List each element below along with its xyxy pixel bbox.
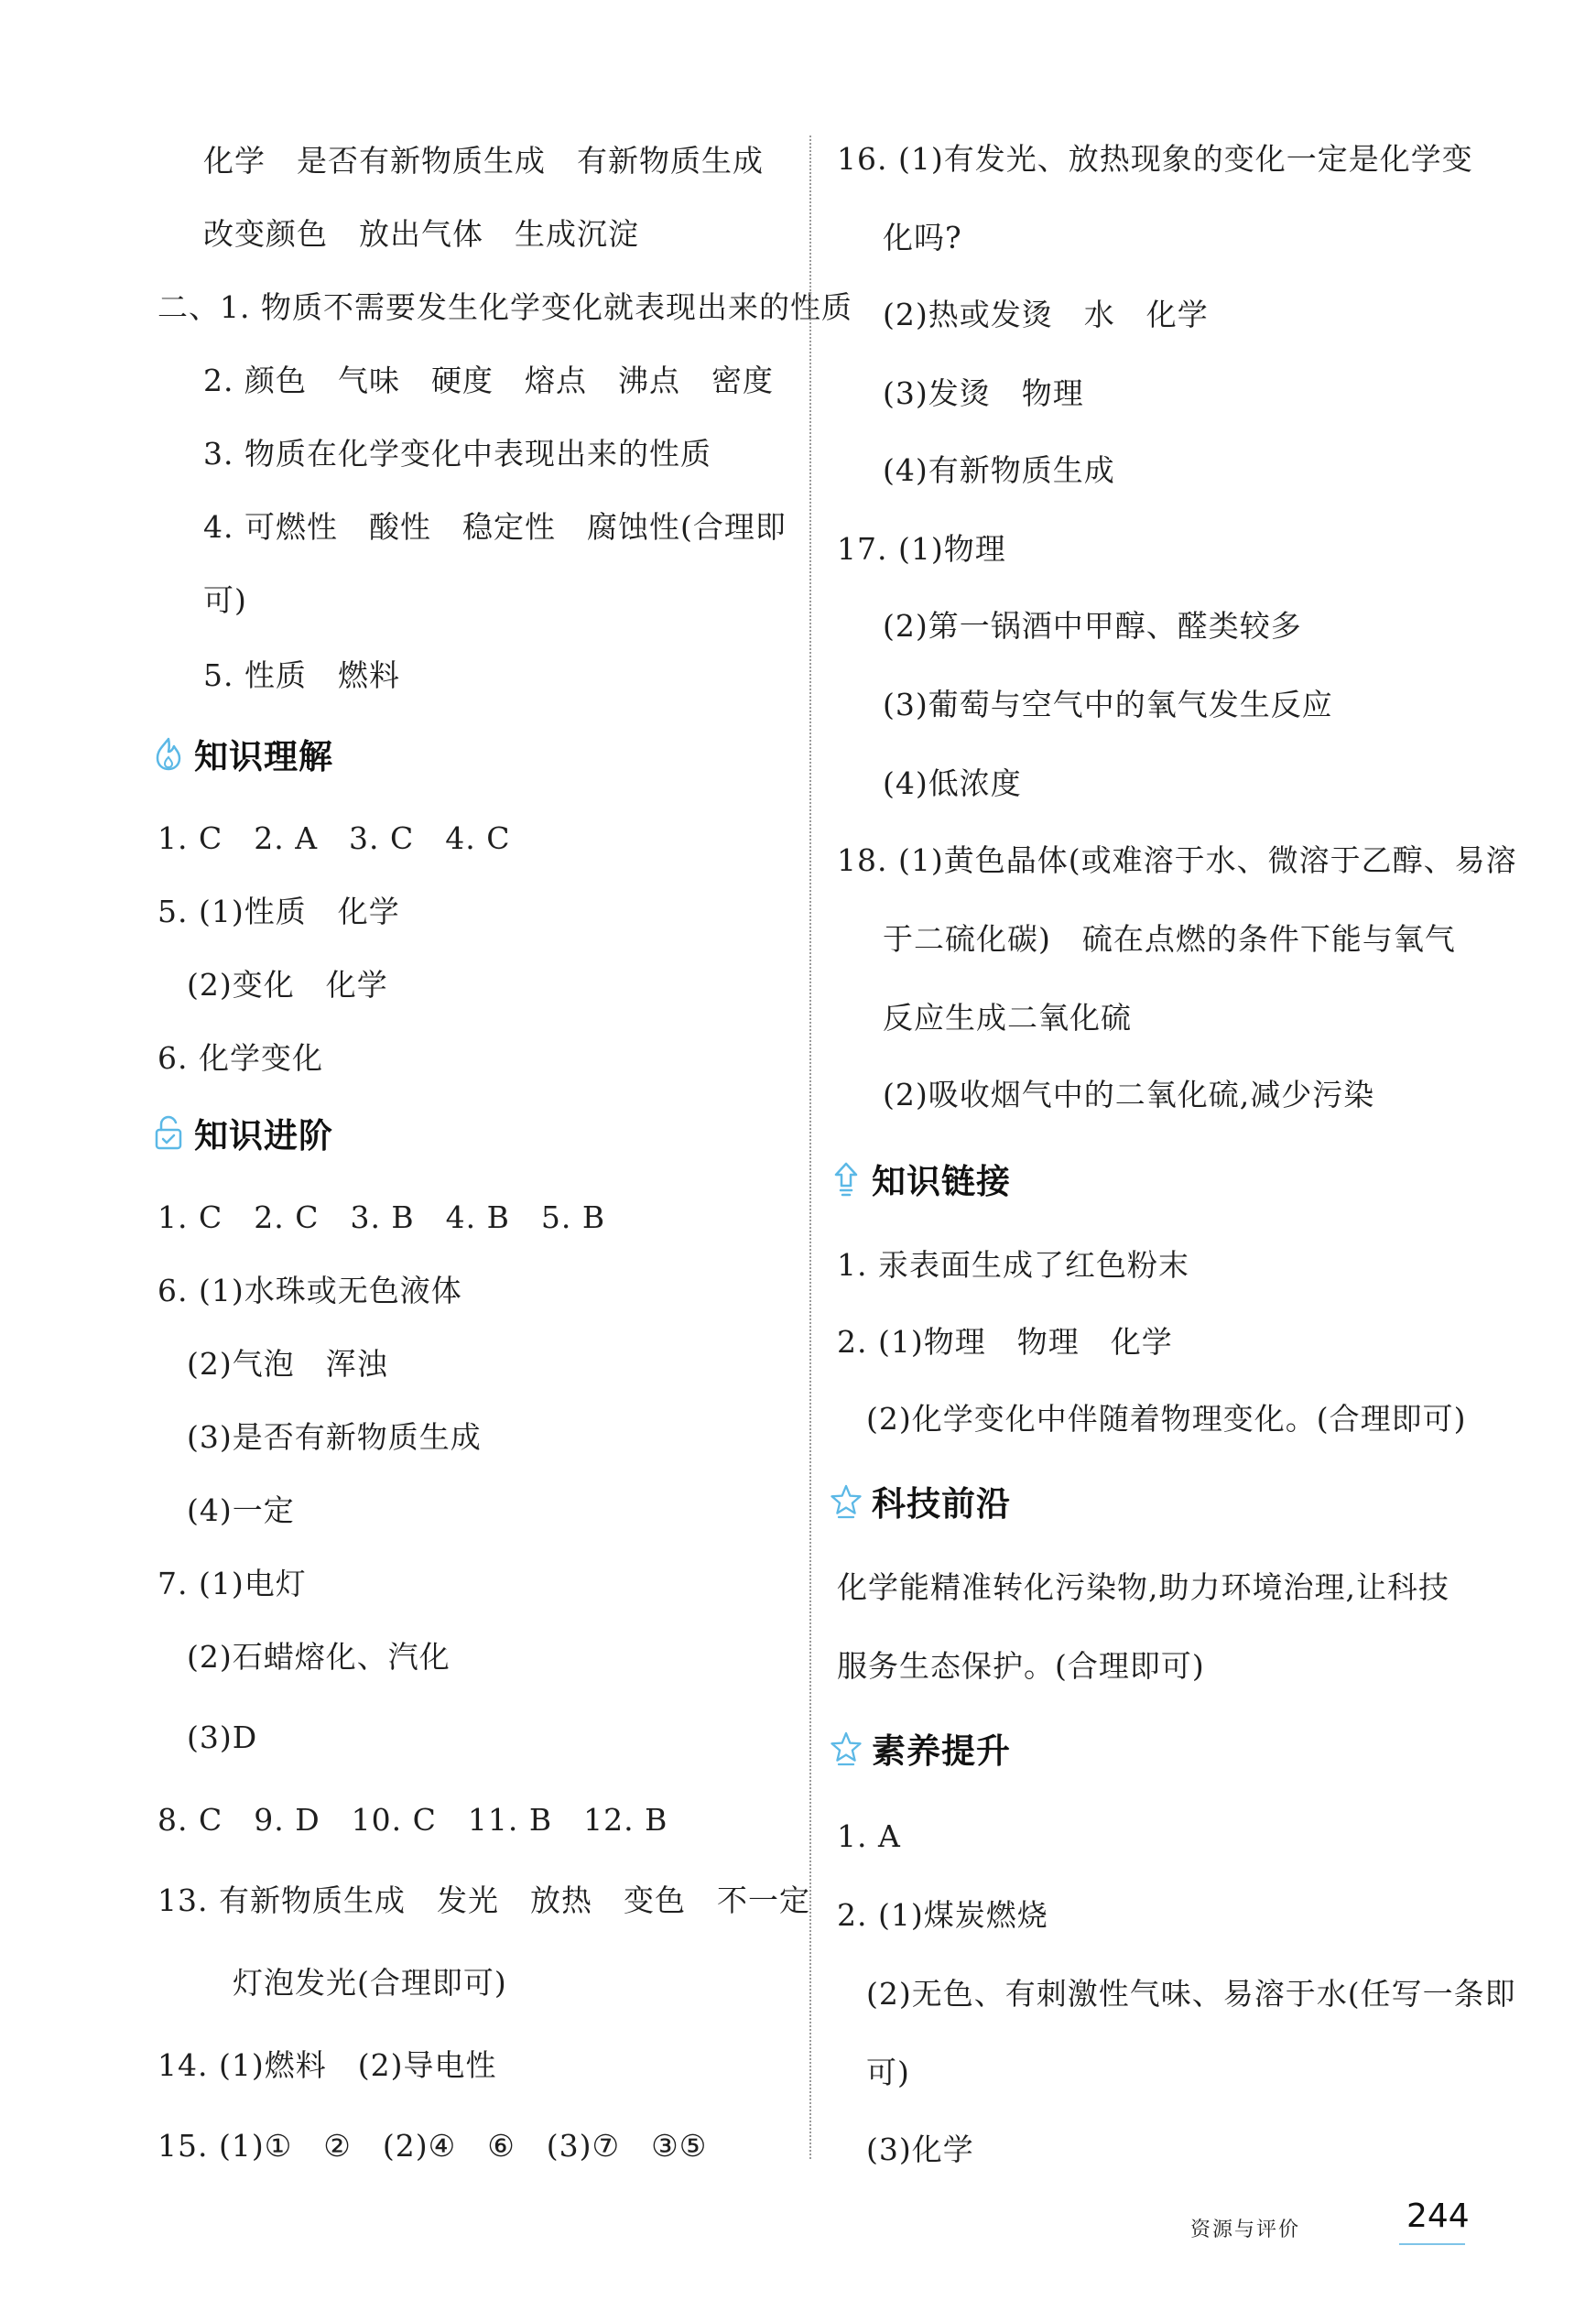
answer-line: 17. (1)物理 (837, 531, 1006, 567)
answer-line: 2. (1)煤炭燃烧 (837, 1897, 1048, 1933)
answer-line: 6. (1)水珠或无色液体 (157, 1273, 462, 1308)
star-icon (830, 1730, 863, 1766)
section-heading-tech (830, 1480, 1011, 1522)
answer-line: 6. 化学变化 (157, 1040, 323, 1076)
column-divider (809, 136, 811, 2159)
answer-line: (2)第一锅酒中甲醇、醛类较多 (883, 608, 1302, 644)
answer-line: (2)无色、有刺激性气味、易溶于水(任写一条即 (866, 1976, 1516, 2012)
answer-line: 1. A (837, 1818, 901, 1854)
answer-line: (3)D (187, 1720, 258, 1755)
answer-line: (4)有新物质生成 (883, 452, 1115, 488)
section-title: 知识链接 (872, 1162, 1011, 1201)
answer-line: (3)葡萄与空气中的氧气发生反应 (883, 687, 1333, 722)
answer-line: (2)化学变化中伴随着物理变化。(合理即可) (866, 1401, 1467, 1437)
section-heading-understanding (152, 732, 333, 775)
answer-line: 2. 颜色 气味 硬度 熔点 沸点 密度 (203, 363, 774, 398)
answer-line: 1. 汞表面生成了红色粉末 (837, 1247, 1189, 1283)
answer-line: 服务生态保护。(合理即可) (837, 1648, 1205, 1684)
answer-line: (2)吸收烟气中的二氧化硫,减少污染 (883, 1077, 1375, 1112)
answer-line: 18. (1)黄色晶体(或难溶于水、微溶于乙醇、易溶 (837, 842, 1517, 878)
answer-line: 反应生成二氧化硫 (883, 1000, 1132, 1036)
section-title: 知识进阶 (194, 1116, 333, 1155)
answer-line: (4)一定 (187, 1492, 295, 1528)
arrow-up-icon (830, 1160, 863, 1197)
answer-line: 8. C 9. D 10. C 11. B 12. B (157, 1802, 668, 1838)
answer-line: 灯泡发光(合理即可) (233, 1965, 507, 2001)
answer-line: 5. (1)性质 化学 (157, 894, 400, 929)
answer-line: 7. (1)电灯 (157, 1566, 307, 1601)
unlock-icon (152, 1114, 185, 1151)
answer-line: 3. 物质在化学变化中表现出来的性质 (203, 436, 711, 472)
section-title: 知识理解 (194, 737, 333, 776)
answer-line: 5. 性质 燃料 (203, 657, 400, 693)
page-number-underline (1399, 2243, 1465, 2245)
page-number: 244 (1406, 2197, 1470, 2235)
answer-line: 可) (203, 582, 247, 618)
answer-line: 1. C 2. C 3. B 4. B 5. B (157, 1199, 606, 1235)
answer-line: (3)是否有新物质生成 (187, 1419, 482, 1455)
answer-line: 15. (1)① ② (2)④ ⑥ (3)⑦ ③⑤ (157, 2128, 708, 2164)
footer-source-label: 资源与评价 (1190, 2219, 1301, 2241)
answer-line: (2)气泡 浑浊 (187, 1346, 388, 1382)
answer-line: 二、1. 物质不需要发生化学变化就表现出来的性质 (157, 289, 852, 325)
answer-line: 化学能精准转化污染物,助力环境治理,让科技 (837, 1569, 1449, 1605)
answer-line: 改变颜色 放出气体 生成沉淀 (203, 216, 639, 252)
answer-line: 4. 可燃性 酸性 稳定性 腐蚀性(合理即 (203, 509, 787, 545)
answer-line: (2)变化 化学 (187, 967, 388, 1003)
answer-line: 16. (1)有发光、放热现象的变化一定是化学变 (837, 141, 1473, 177)
flame-icon (152, 735, 185, 772)
answer-line: 1. C 2. A 3. C 4. C (157, 820, 511, 856)
answer-line: (2)热或发烫 水 化学 (883, 297, 1209, 332)
answer-line: 14. (1)燃料 (2)导电性 (157, 2047, 497, 2083)
answer-line: 可) (866, 2055, 910, 2090)
section-title: 科技前沿 (872, 1484, 1011, 1524)
answer-line: 化学 是否有新物质生成 有新物质生成 (203, 143, 764, 179)
answer-line: (4)低浓度 (883, 765, 1022, 801)
answer-line: 13. 有新物质生成 发光 放热 变色 不一定 (157, 1882, 810, 1918)
answer-line: (3)化学 (866, 2132, 974, 2167)
section-heading-advanced (152, 1112, 333, 1154)
section-heading-literacy (830, 1727, 1011, 1769)
answer-line: 化吗? (883, 220, 962, 255)
answer-line: 于二硫化碳) 硫在点燃的条件下能与氧气 (883, 921, 1456, 957)
answer-line: (3)发烫 物理 (883, 375, 1084, 411)
answer-line: 2. (1)物理 物理 化学 (837, 1324, 1173, 1360)
star-icon (830, 1482, 863, 1519)
answer-line: (2)石蜡熔化、汽化 (187, 1639, 451, 1675)
section-heading-link (830, 1157, 1011, 1199)
section-title: 素养提升 (872, 1731, 1011, 1771)
